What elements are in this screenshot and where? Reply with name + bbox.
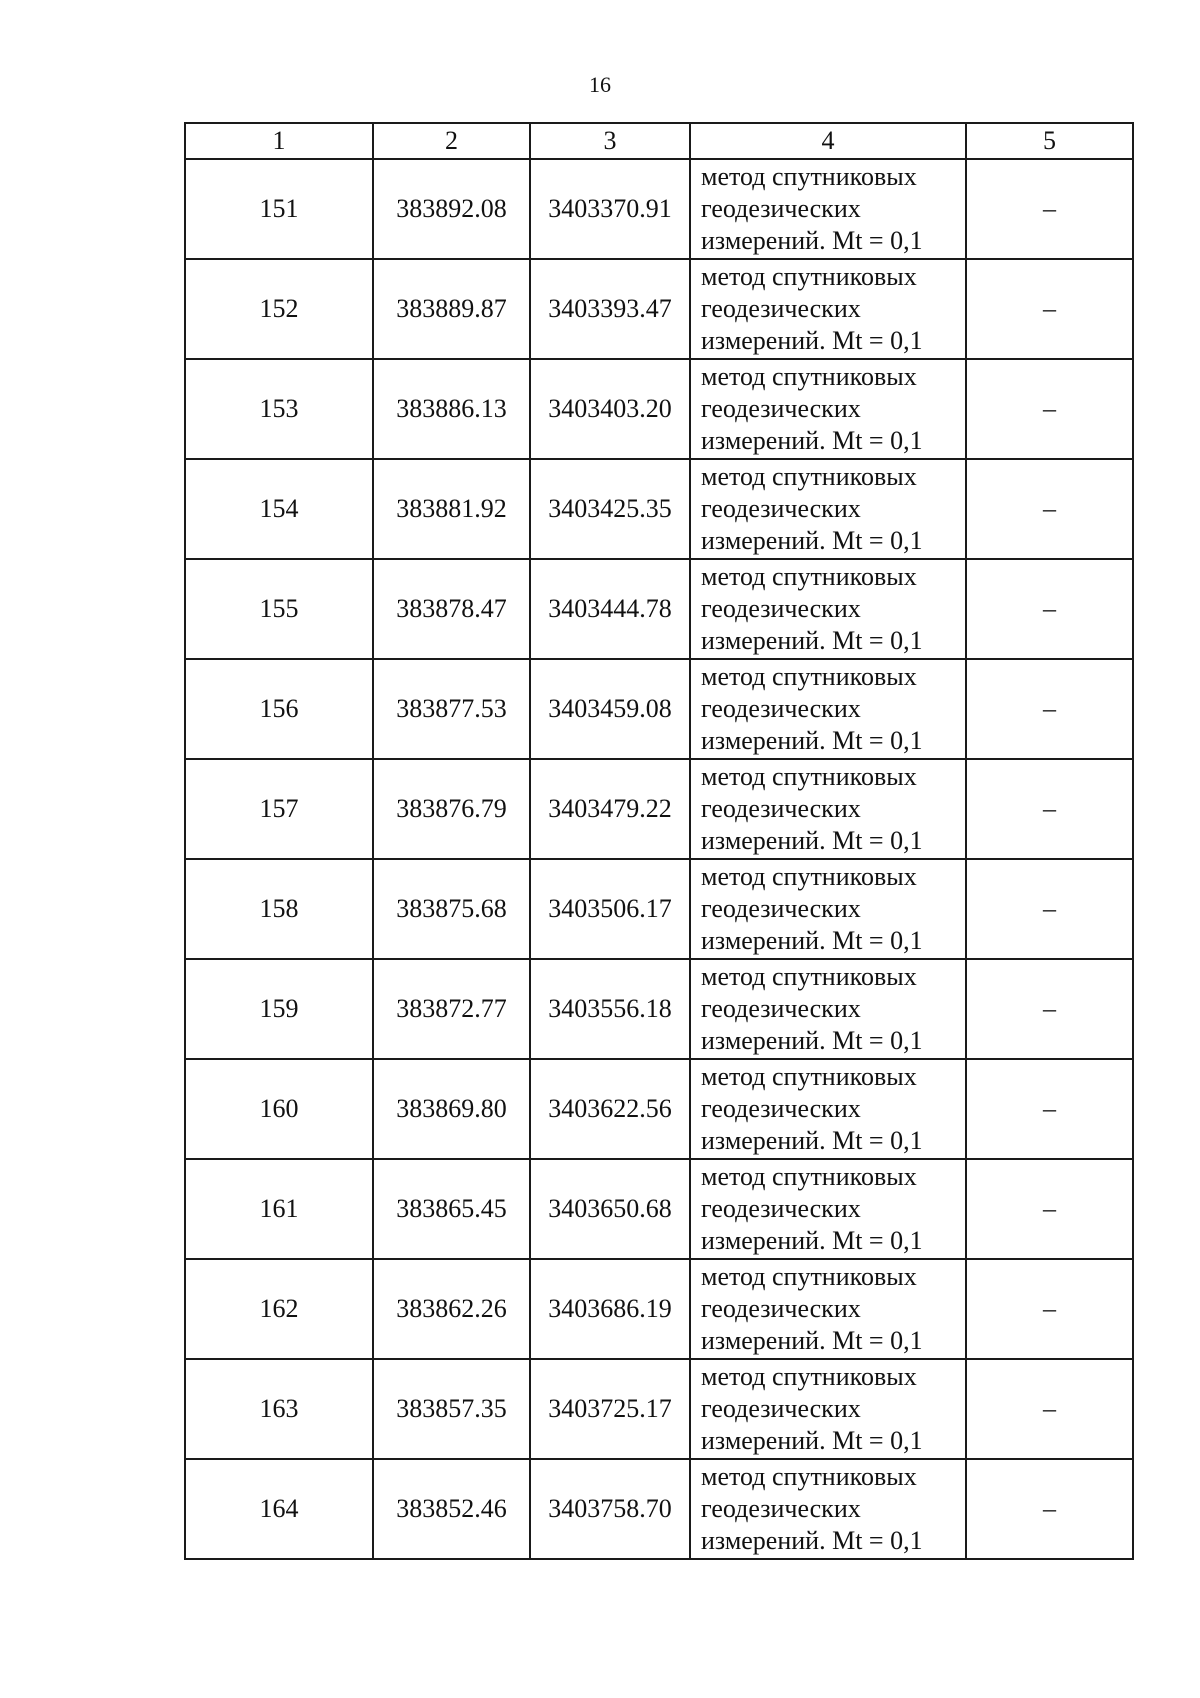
table-header (185, 123, 1133, 159)
x-coordinate-cell: 383892.08 (373, 159, 530, 259)
note-cell: – (966, 759, 1133, 859)
note-cell: – (966, 1459, 1133, 1559)
method-cell (690, 159, 966, 259)
x-coordinate-cell: 383878.47 (373, 559, 530, 659)
column-header-5: 5 (966, 123, 1133, 159)
point-number-cell: 153 (185, 359, 373, 459)
y-coordinate-cell: 3403758.70 (530, 1459, 690, 1559)
method-line: геодезических (701, 694, 861, 723)
method-line: измерений. Mt = 0,1 (701, 1026, 923, 1055)
y-coordinate-cell: 3403425.35 (530, 459, 690, 559)
y-coordinate-cell: 3403403.20 (530, 359, 690, 459)
method-line: метод спутниковых (701, 1162, 917, 1191)
method-line: измерений. Mt = 0,1 (701, 226, 923, 255)
method-line: геодезических (701, 394, 861, 423)
table-row (185, 1159, 1133, 1259)
table-row (185, 359, 1133, 459)
table-row (185, 1059, 1133, 1159)
method-line: измерений. Mt = 0,1 (701, 1326, 923, 1355)
column-header-2: 2 (373, 123, 530, 159)
page-number: 16 (589, 72, 611, 97)
method-line: геодезических (701, 1194, 861, 1223)
method-line: геодезических (701, 894, 861, 923)
method-line: измерений. Mt = 0,1 (701, 1526, 923, 1555)
note-cell: – (966, 159, 1133, 259)
x-coordinate-cell: 383875.68 (373, 859, 530, 959)
note-cell: – (966, 859, 1133, 959)
point-number-cell: 154 (185, 459, 373, 559)
method-line: измерений. Mt = 0,1 (701, 1226, 923, 1255)
table-body (185, 159, 1133, 1559)
method-line: геодезических (701, 194, 861, 223)
note-cell: – (966, 559, 1133, 659)
method-line: геодезических (701, 1494, 861, 1523)
x-coordinate-cell: 383865.45 (373, 1159, 530, 1259)
note-cell: – (966, 1059, 1133, 1159)
note-cell: – (966, 1159, 1133, 1259)
note-cell: – (966, 259, 1133, 359)
method-line: геодезических (701, 294, 861, 323)
point-number-cell: 156 (185, 659, 373, 759)
method-line: геодезических (701, 994, 861, 1023)
x-coordinate-cell: 383869.80 (373, 1059, 530, 1159)
method-line: измерений. Mt = 0,1 (701, 1126, 923, 1155)
method-line: измерений. Mt = 0,1 (701, 526, 923, 555)
method-line: метод спутниковых (701, 362, 917, 391)
y-coordinate-cell: 3403444.78 (530, 559, 690, 659)
method-cell (690, 859, 966, 959)
method-line: метод спутниковых (701, 562, 917, 591)
method-line: измерений. Mt = 0,1 (701, 826, 923, 855)
column-header-3: 3 (530, 123, 690, 159)
method-line: геодезических (701, 594, 861, 623)
method-line: метод спутниковых (701, 1062, 917, 1091)
table-row (185, 959, 1133, 1059)
column-header-1: 1 (185, 123, 373, 159)
method-line: геодезических (701, 1394, 861, 1423)
point-number-cell: 152 (185, 259, 373, 359)
y-coordinate-cell: 3403459.08 (530, 659, 690, 759)
point-number-cell: 162 (185, 1259, 373, 1359)
point-number-cell: 158 (185, 859, 373, 959)
y-coordinate-cell: 3403622.56 (530, 1059, 690, 1159)
y-coordinate-cell: 3403556.18 (530, 959, 690, 1059)
method-line: метод спутниковых (701, 662, 917, 691)
table-row (185, 259, 1133, 359)
method-cell (690, 1459, 966, 1559)
method-cell (690, 1059, 966, 1159)
method-cell (690, 1359, 966, 1459)
table-row (185, 1259, 1133, 1359)
table-row (185, 459, 1133, 559)
x-coordinate-cell: 383876.79 (373, 759, 530, 859)
method-line: метод спутниковых (701, 1262, 917, 1291)
x-coordinate-cell: 383862.26 (373, 1259, 530, 1359)
table-row (185, 659, 1133, 759)
point-number-cell: 160 (185, 1059, 373, 1159)
method-line: метод спутниковых (701, 262, 917, 291)
point-number-cell: 164 (185, 1459, 373, 1559)
x-coordinate-cell: 383852.46 (373, 1459, 530, 1559)
note-cell: – (966, 359, 1133, 459)
x-coordinate-cell: 383881.92 (373, 459, 530, 559)
method-line: измерений. Mt = 0,1 (701, 1426, 923, 1455)
point-number-cell: 159 (185, 959, 373, 1059)
column-header-4: 4 (690, 123, 966, 159)
note-cell: – (966, 659, 1133, 759)
note-cell: – (966, 959, 1133, 1059)
x-coordinate-cell: 383857.35 (373, 1359, 530, 1459)
method-line: измерений. Mt = 0,1 (701, 926, 923, 955)
method-cell (690, 259, 966, 359)
method-cell (690, 1259, 966, 1359)
x-coordinate-cell: 383886.13 (373, 359, 530, 459)
note-cell: – (966, 1259, 1133, 1359)
method-line: измерений. Mt = 0,1 (701, 626, 923, 655)
method-line: метод спутниковых (701, 1362, 917, 1391)
point-number-cell: 155 (185, 559, 373, 659)
method-line: геодезических (701, 494, 861, 523)
method-line: измерений. Mt = 0,1 (701, 326, 923, 355)
y-coordinate-cell: 3403479.22 (530, 759, 690, 859)
x-coordinate-cell: 383872.77 (373, 959, 530, 1059)
method-cell (690, 759, 966, 859)
header-row (185, 123, 1133, 159)
table-row (185, 1359, 1133, 1459)
table-row (185, 559, 1133, 659)
y-coordinate-cell: 3403370.91 (530, 159, 690, 259)
table-row (185, 859, 1133, 959)
x-coordinate-cell: 383877.53 (373, 659, 530, 759)
coordinates-table (184, 122, 1134, 1560)
y-coordinate-cell: 3403725.17 (530, 1359, 690, 1459)
point-number-cell: 161 (185, 1159, 373, 1259)
y-coordinate-cell: 3403686.19 (530, 1259, 690, 1359)
method-cell (690, 1159, 966, 1259)
note-cell: – (966, 459, 1133, 559)
method-line: измерений. Mt = 0,1 (701, 426, 923, 455)
note-cell: – (966, 1359, 1133, 1459)
method-line: геодезических (701, 794, 861, 823)
method-line: метод спутниковых (701, 1462, 917, 1491)
table-row (185, 1459, 1133, 1559)
method-line: метод спутниковых (701, 862, 917, 891)
method-line: метод спутниковых (701, 962, 917, 991)
method-line: геодезических (701, 1094, 861, 1123)
method-line: метод спутниковых (701, 162, 917, 191)
x-coordinate-cell: 383889.87 (373, 259, 530, 359)
table-row (185, 159, 1133, 259)
method-cell (690, 559, 966, 659)
point-number-cell: 151 (185, 159, 373, 259)
point-number-cell: 163 (185, 1359, 373, 1459)
method-line: метод спутниковых (701, 462, 917, 491)
method-cell (690, 959, 966, 1059)
method-cell (690, 359, 966, 459)
y-coordinate-cell: 3403650.68 (530, 1159, 690, 1259)
method-line: метод спутниковых (701, 762, 917, 791)
method-line: измерений. Mt = 0,1 (701, 726, 923, 755)
y-coordinate-cell: 3403506.17 (530, 859, 690, 959)
point-number-cell: 157 (185, 759, 373, 859)
method-cell (690, 659, 966, 759)
method-line: геодезических (701, 1294, 861, 1323)
y-coordinate-cell: 3403393.47 (530, 259, 690, 359)
method-cell (690, 459, 966, 559)
table-row (185, 759, 1133, 859)
